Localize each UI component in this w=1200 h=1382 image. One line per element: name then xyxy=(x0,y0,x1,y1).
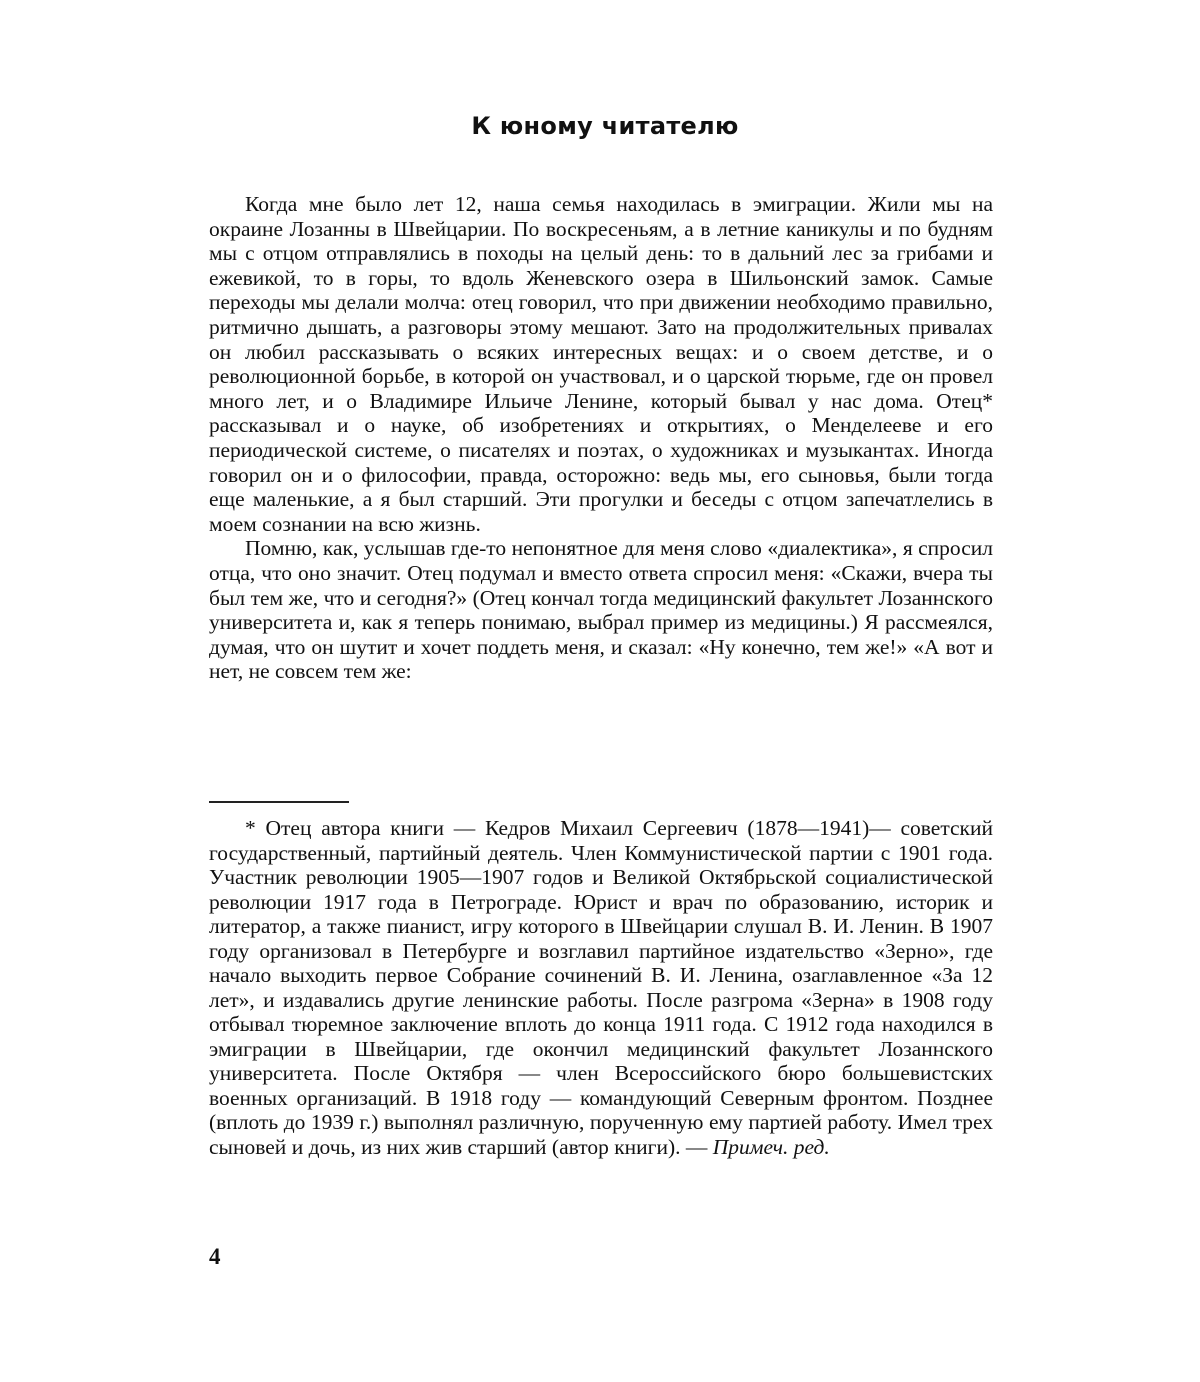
footnote-paragraph xyxy=(209,816,993,1159)
page-number: 4 xyxy=(209,1244,221,1269)
main-text xyxy=(209,192,993,684)
editor-note: Примеч. ред. xyxy=(712,1134,830,1159)
paragraph: Когда мне было лет 12, наша семья находилась в эмиграции. Жили мы на окраине Лозанны в Швейцарии. По воскресеньям, а в летние каникулы и по будням мы с отцом отправлялись в походы на целый день: то в дальний лес за грибами и ежевикой, то в горы, то вдоль Женевского озера в Шильонский замок. Самые переходы мы делали молча: отец говорил, что при движении необходимо правильно, ритмично дышать, а разговоры этому мешают. Зато на продолжительных привалах он любил рассказывать о всяких интересных вещах: и о своем детстве, и о революционной борьбе, в которой он участвовал, и о царской тюрьме, где он провел много лет, и о Владимире Ильиче Ленине, который бывал у нас дома. Отец* рассказывал и о науке, об изобретениях и открытиях, о Менделееве и его периодической системе, о писателях и поэтах, о художниках и музыкантах. Иногда говорил он и о философии, правда, осторожно: ведь мы, его сыновья, были тогда еще маленькие, а я был старший. Эти прогулки и беседы с отцом запечатлелись в моем сознании на всю жизнь. xyxy=(209,192,993,536)
footnote xyxy=(209,816,993,1159)
paragraph: Помню, как, услышав где-то непонятное для меня слово «диалектика», я спросил отца, что оно значит. Отец подумал и вместо ответа спросил меня: «Скажи, вчера ты был тем же, что и сегодня?» (Отец кончал тогда медицинский факультет Лозаннского университета и, как я теперь понимаю, выбрал пример из медицины.) Я рассмеялся, думая, что он шутит и хочет поддеть меня, и сказал: «Ну конечно, тем же!» «А вот и нет, не совсем тем же: xyxy=(209,536,993,684)
footnote-text: * Отец автора книги — Кедров Михаил Сергеевич (1878—1941)— советский государственный, партийный деятель. Член Коммунистической партии с 1901 года. Участник революции 1905—1907 годов и Великой Октябрьской социалистической революции 1917 года в Петрограде. Юрист и врач по образованию, историк и литератор, а также пианист, игру которого в Швейцарии слушал В. И. Ленин. В 1907 году организовал в Петербурге и возглавил партийное издательство «Зерно», где начало выходить первое Собрание сочинений В. И. Ленина, озаглавленное «За 12 лет», и издавались другие ленинские работы. После разгрома «Зерна» в 1908 году отбывал тюремное заключение вплоть до конца 1911 года. С 1912 года находился в эмиграции в Швейцарии, где окончил медицинский факультет Лозаннского университета. После Октября — член Всероссийского бюро большевистских военных организаций. В 1918 году — командующий Северным фронтом. Позднее (вплоть до 1939 г.) выполнял различную, порученную ему партией работу. Имел трех сыновей и дочь, из них жив старший (автор книги). — xyxy=(209,816,993,1159)
footnote-separator xyxy=(209,801,349,803)
chapter-title: К юному читателю xyxy=(471,112,739,140)
